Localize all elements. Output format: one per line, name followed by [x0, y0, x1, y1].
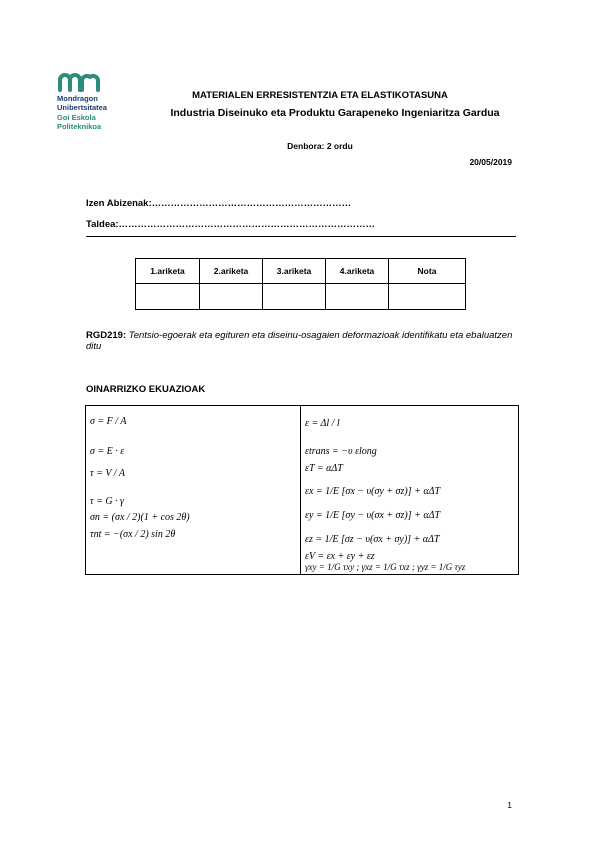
logo-line1: Mondragon — [57, 94, 98, 103]
eq-right-2: εtrans = −υ εlong — [305, 446, 377, 457]
eq-right-5: εy = 1/E [σy − υ(σx + σz)] + αΔT — [305, 510, 441, 521]
grades-table — [135, 258, 466, 310]
page-number: 1 — [507, 800, 512, 810]
eq-left-4: τ = G · γ — [90, 496, 124, 507]
eq-left-5: σn = (σx / 2)(1 + cos 2θ) — [90, 512, 190, 523]
learning-outcome — [86, 330, 518, 352]
course-title: MATERIALEN ERRESISTENTZIA ETA ELASTIKOTASUNA — [192, 90, 448, 101]
grade-header-4: 4.ariketa — [326, 259, 389, 284]
exam-duration: Denbora: 2 ordu — [287, 141, 353, 151]
eq-right-8: γxy = 1/G τxy ; γxz = 1/G τxz ; γyz = 1/G τyz — [305, 562, 466, 572]
column-divider — [300, 406, 301, 574]
eq-left-3: τ = V / A — [90, 468, 125, 479]
eq-right-1: ε = Δl / l — [305, 418, 340, 429]
eq-right-3: εT = αΔT — [305, 463, 343, 474]
logo — [57, 72, 137, 131]
grade-cell-4[interactable] — [326, 284, 389, 310]
group-field[interactable]: Taldea:……………………………………………………………………… — [86, 219, 376, 230]
mondragon-logo-icon — [57, 72, 101, 92]
grade-cell-3[interactable] — [263, 284, 326, 310]
name-field[interactable]: Izen Abizenak:……………………………………………………… — [86, 198, 352, 209]
logo-line4: Politeknikoa — [57, 122, 102, 131]
grade-cell-1[interactable] — [136, 284, 200, 310]
grade-header-1: 1.ariketa — [136, 259, 200, 284]
rgd-code: RGD219: — [86, 330, 127, 341]
grade-cell-nota[interactable] — [389, 284, 466, 310]
grade-cell-2[interactable] — [200, 284, 263, 310]
eq-left-1: σ = F / A — [90, 416, 127, 427]
eq-right-7: εV = εx + εy + εz — [305, 551, 375, 562]
eq-right-4: εx = 1/E [σx − υ(σy + σz)] + αΔT — [305, 486, 441, 497]
eq-right-6: εz = 1/E [σz − υ(σx + σy)] + αΔT — [305, 534, 440, 545]
grade-header-2: 2.ariketa — [200, 259, 263, 284]
eq-left-2: σ = E · ε — [90, 446, 125, 457]
equations-box — [85, 405, 519, 575]
degree-title: Industria Diseinuko eta Produktu Garapeneko Ingeniaritza Gardua — [170, 107, 500, 119]
divider — [86, 236, 516, 237]
grade-header-nota: Nota — [389, 259, 466, 284]
rgd-text: Tentsio-egoerak eta egituren eta diseinu-osagaien deformazioak identifikatu eta ebaluatzen ditu — [86, 330, 513, 352]
grade-header-3: 3.ariketa — [263, 259, 326, 284]
logo-line2: Unibertsitatea — [57, 103, 108, 112]
section-title: OINARRIZKO EKUAZIOAK — [86, 384, 206, 395]
exam-date: 20/05/2019 — [469, 157, 512, 167]
eq-left-6: τnt = −(σx / 2) sin 2θ — [90, 529, 176, 540]
logo-line3: Goi Eskola — [57, 113, 96, 122]
